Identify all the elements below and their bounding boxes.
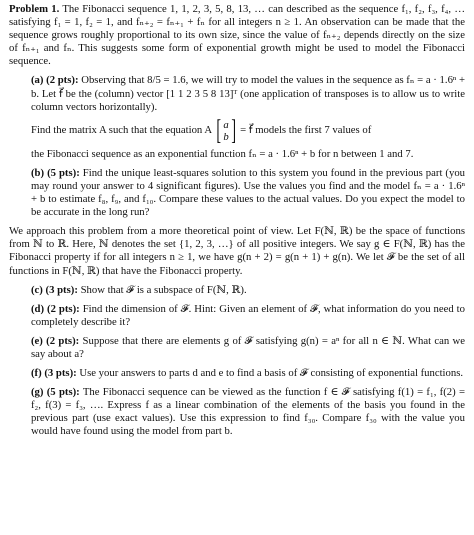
matrix-entry-a: a	[223, 118, 229, 131]
part-f-label: (f) (3 pts):	[31, 367, 77, 380]
matrix-entry-b: b	[223, 130, 229, 143]
part-a	[31, 74, 465, 160]
part-f-text: Use your answers to parts d and e to find a basis of 𝓕 consisting of exponential functions.	[79, 367, 464, 380]
problem-intro	[9, 3, 465, 68]
part-a-text-2: the Fibonacci sequence as an exponential function fₙ = a · 1.6ⁿ + b for n between 1 and 7.	[31, 147, 414, 160]
part-a-equation-after: = f⃗ models the first 7 values of	[240, 124, 372, 137]
part-a-label: (a) (2 pts):	[31, 74, 79, 87]
theory-paragraph: We approach this problem from a more theoretical point of view. Let F(ℕ, ℝ) be the space of functions from ℕ to ℝ. Here, ℕ denotes the set {1, 2, 3, …} of all positive integers. We say g ∈ F(ℕ, ℝ) has the Fibonacci property if for all integers n ≥ 1, we have g(n + 2) = g(n + 1) + g(n). We let 𝓕 be the set of all functions in F(ℕ, ℝ) that have the Fibonacci property.	[9, 225, 465, 277]
part-b-text: Find the unique least-squares solution to this system you found in the previous part (you may round your answer to 4 significant figures). Use the values you find and the model fₙ = a · 1.6ⁿ + b to estimate f₈, f₉, and f₁₀. Compare these values to the actual values. Do you expect the model to be accurate in the long run?	[31, 166, 466, 219]
part-a-equation-line	[31, 114, 465, 146]
part-c	[31, 284, 465, 297]
part-b-label: (b) (5 pts):	[31, 166, 80, 179]
problem-title: Problem 1.	[9, 3, 60, 15]
part-e-text: Suppose that there are elements g of 𝓕 satisfying g(n) = aⁿ for all n ∈ ℕ. What can we say about a?	[31, 334, 466, 360]
part-d-text: Find the dimension of 𝓕. Hint: Given an element of 𝓕, what information do you need to completely describe it?	[31, 302, 465, 328]
part-g	[31, 386, 465, 438]
part-a-text-1: Observing that 8/5 = 1.6, we will try to model the values in the sequence as fₙ = a · 1.6ⁿ + b. Let f⃗ be the (column) vector [1 1 2 3 5 8 13]ᵀ (one application of transposes is to allow us to write column vectors horizontally).	[31, 74, 466, 113]
right-bracket: ]	[231, 114, 236, 146]
part-f	[31, 367, 465, 380]
part-c-text: Show that 𝓕 is a subspace of F(ℕ, ℝ).	[80, 283, 247, 296]
part-e-label: (e) (2 pts):	[31, 334, 80, 347]
part-d	[31, 303, 465, 329]
part-d-label: (d) (2 pts):	[31, 302, 80, 315]
ab-column-vector	[214, 114, 238, 146]
part-c-label: (c) (3 pts):	[31, 283, 78, 296]
left-bracket: [	[216, 114, 222, 146]
part-g-text: The Fibonacci sequence can be viewed as the function f ∈ 𝓕 satisfying f(1) = f₁, f(2) = f₂, f(3) = f₃, …. Express f as a linear combination of the elements of the basis you found in the previous part (use exact values). Use this expression to find f₃₀. Compare f₃₀ with the value you would have found using the model from part b.	[31, 386, 465, 438]
part-e	[31, 335, 465, 361]
part-g-label: (g) (5 pts):	[31, 386, 80, 399]
problem-intro-text: The Fibonacci sequence 1, 1, 2, 3, 5, 8, 13, … can described as the sequence f₁, f₂, f₃, f₄, … satisfying f₁ = 1, f₂ = 1, and fₙ₊₂ = fₙ₊₁ + fₙ for all integers n ≥ 1. An observation can be made that the sequence grows roughly proportional to its own size, since the value of fₙ₊₂ depends directly on the size of fₙ₊₁ and fₙ. This suggests some form of exponential growth might be used to model the Fibonacci sequence.	[9, 3, 466, 68]
part-a-equation-before: Find the matrix A such that the equation A	[31, 124, 213, 137]
part-b	[31, 167, 465, 219]
